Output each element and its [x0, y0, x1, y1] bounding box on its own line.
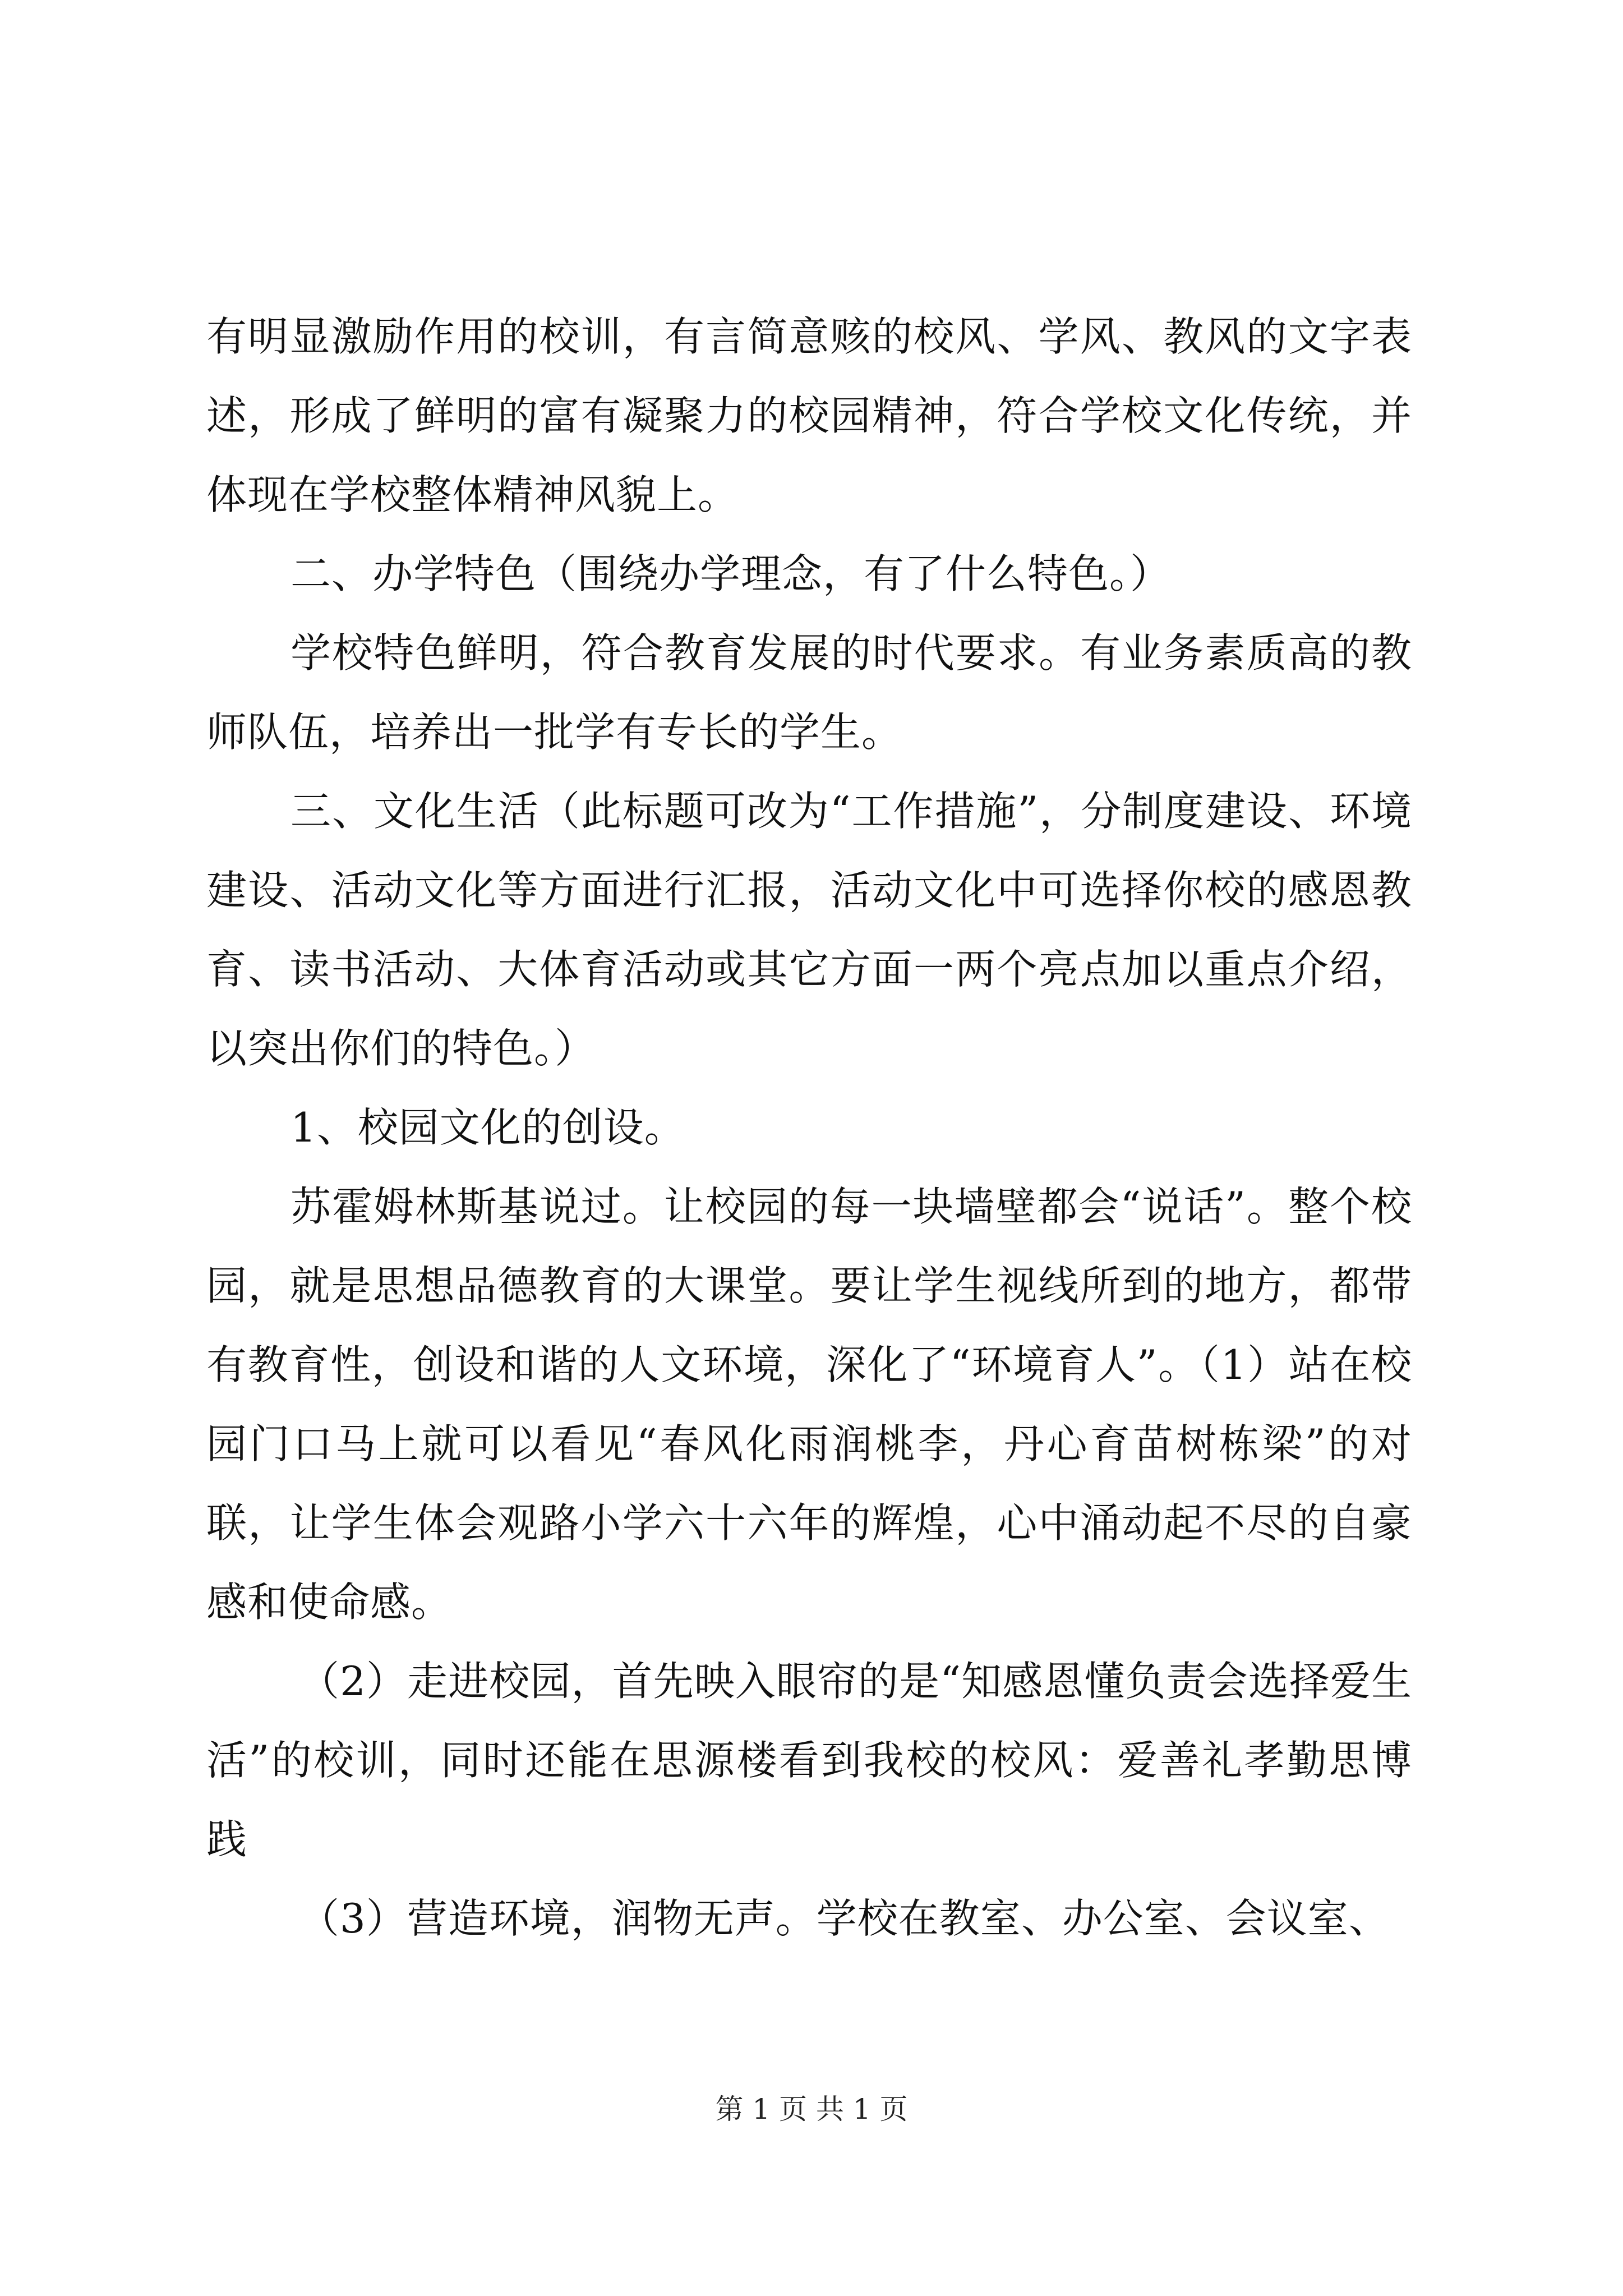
page-footer: 第 1 页 共 1 页	[715, 2093, 908, 2125]
paragraph-motto-description: 有明显激励作用的校训，有言简意赅的校风、学风、教风的文字表述，形成了鲜明的富有凝聚力的校园精神，符合学校文化传统，并体现在学校整体精神风貌上。	[206, 313, 1412, 518]
paragraph-environment: （3）营造环境，润物无声。学校在教室、办公室、会议室、	[299, 1895, 1390, 1942]
paragraph-school-features: 学校特色鲜明，符合教育发展的时代要求。有业务素质高的教师队伍，培养出一批学有专长的学生。	[206, 629, 1412, 756]
paragraph-school-motto: （2）走进校园，首先映入眼帘的是“知感恩懂负责会选择爱生活”的校训，同时还能在思源楼看到我校的校风：爱善礼孝勤思博践	[206, 1658, 1412, 1863]
heading-cultural-life: 三、文化生活（此标题可改为“工作措施”，分制度建设、环境建设、活动文化等方面进行汇报，活动文化中可选择你校的感恩教育、读书活动、大体育活动或其它方面一两个亮点加以重点介绍，以突出你们的特色。）	[206, 788, 1412, 1072]
heading-school-features: 二、办学特色（围绕办学理念，有了什么特色。）	[291, 550, 1172, 597]
document-body	[206, 297, 1412, 1958]
paragraph-campus-culture: 苏霍姆林斯基说过。让校园的每一块墙壁都会“说话”。整个校园，就是思想品德教育的大课堂。要让学生视线所到的地方，都带有教育性，创设和谐的人文环境，深化了“环境育人”。（1）站在校园门口马上就可以看见“春风化雨润桃李，丹心育苗树栋梁”的对联，让学生体会观路小学六十六年的辉煌，心中涌动起不尽的自豪感和使命感。	[206, 1183, 1412, 1626]
subheading-campus-culture: 1、校园文化的创设。	[291, 1104, 685, 1151]
